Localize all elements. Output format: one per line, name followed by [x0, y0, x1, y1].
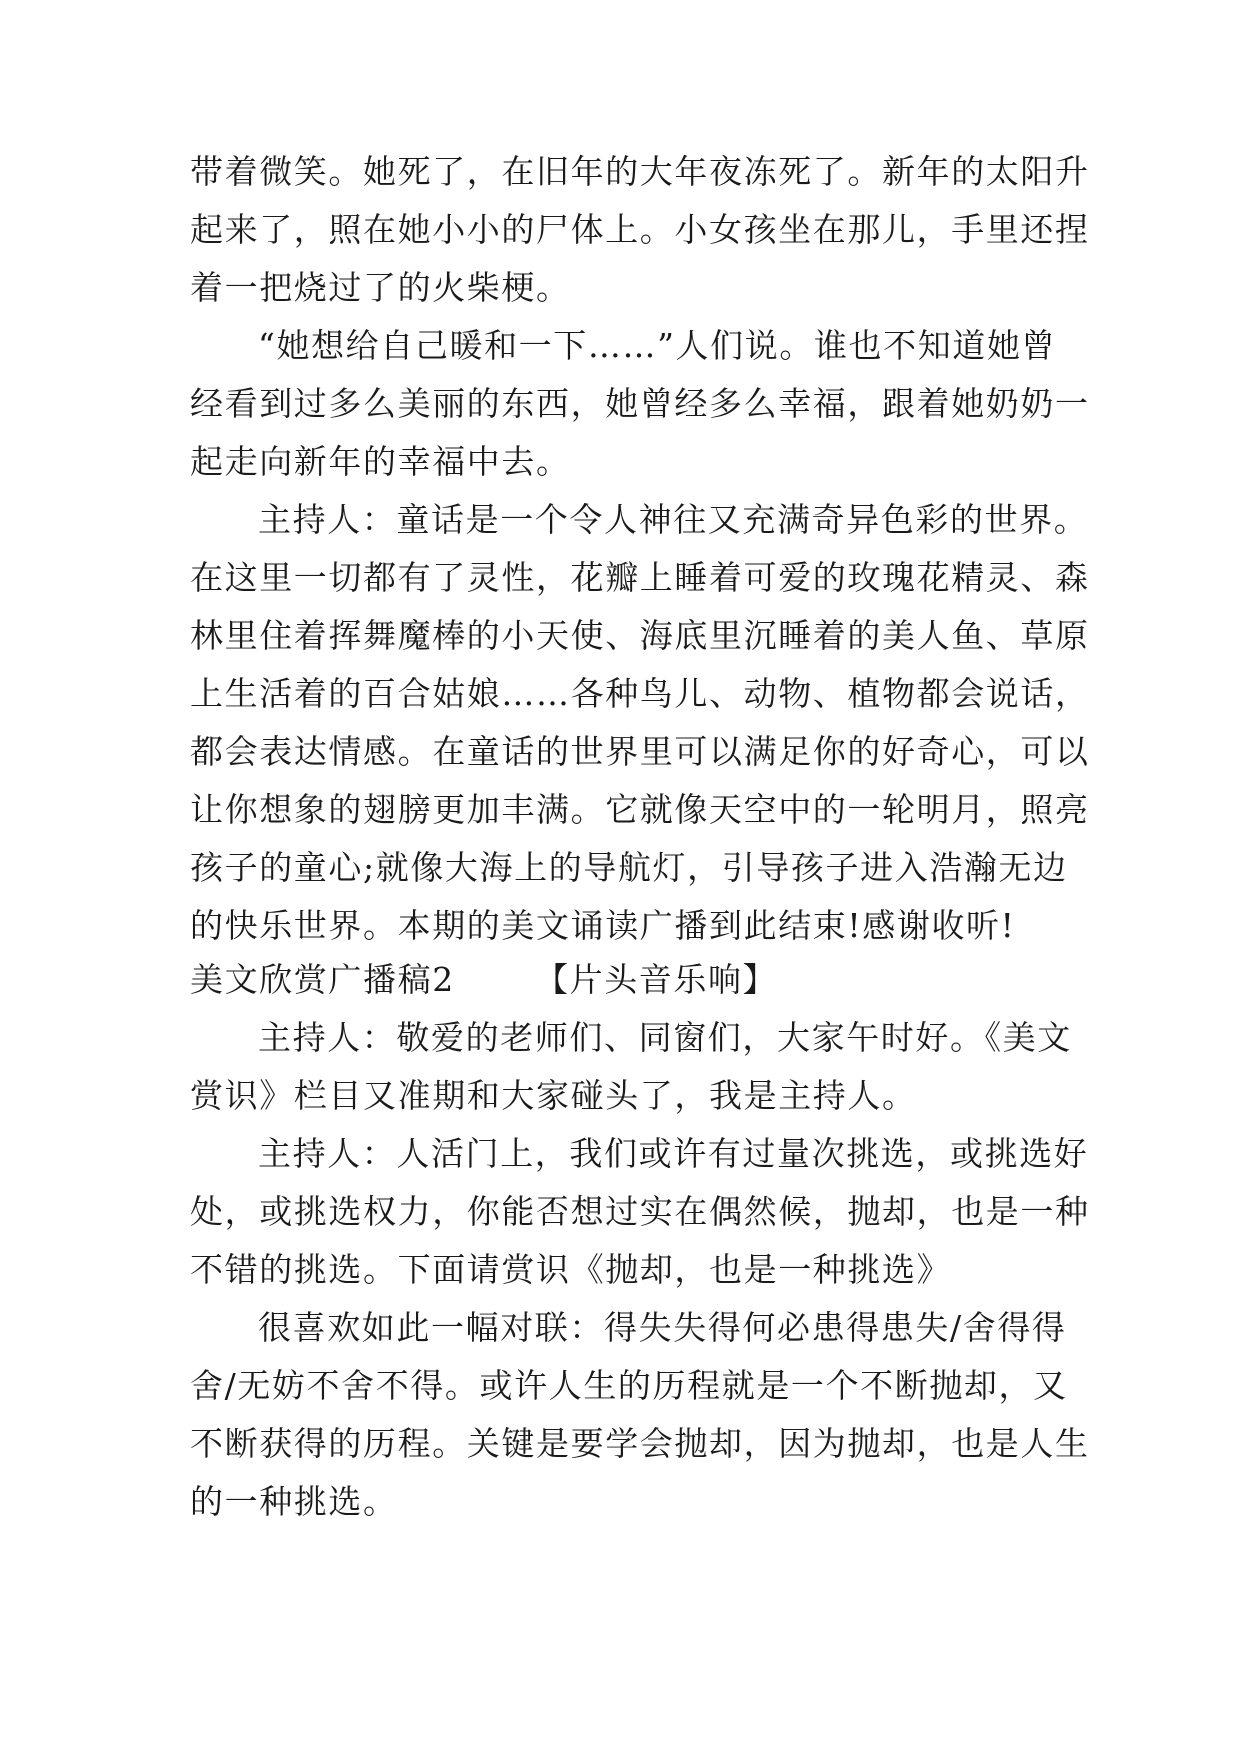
section-title: 美文欣赏广播稿2	[190, 960, 455, 999]
text-line: 不错的挑选。下面请赏识《抛却，也是一种挑选》	[190, 1250, 952, 1289]
text-line: 上生活着的百合姑娘……各种鸟儿、动物、植物都会说话，	[190, 674, 1090, 713]
text-line: 主持人：人活门上，我们或许有过量次挑选，或挑选好	[258, 1134, 1089, 1173]
music-cue: 【片头音乐响】	[535, 960, 778, 999]
text-line: “她想给自己暖和一下……”人们说。谁也不知道她曾	[258, 326, 1057, 365]
text-line: 孩子的童心;就像大海上的导航灯，引导孩子进入浩瀚无边	[190, 848, 1068, 887]
text-line: 都会表达情感。在童话的世界里可以满足你的好奇心，可以	[190, 732, 1090, 771]
text-line: 不断获得的历程。关键是要学会抛却，因为抛却，也是人生	[190, 1424, 1090, 1463]
text-line: 很喜欢如此一幅对联：得失失得何必患得患失/舍得得	[258, 1308, 1067, 1347]
text-line: 林里住着挥舞魔棒的小天使、海底里沉睡着的美人鱼、草原	[190, 616, 1090, 655]
text-line: 主持人：童话是一个令人神往又充满奇异色彩的世界。	[258, 500, 1089, 539]
text-line: 的快乐世界。本期的美文诵读广播到此结束!感谢收听!	[190, 906, 1016, 945]
text-line: 在这里一切都有了灵性，花瓣上睡着可爱的玫瑰花精灵、森	[190, 558, 1090, 597]
text-line: 让你想象的翅膀更加丰满。它就像天空中的一轮明月，照亮	[190, 790, 1090, 829]
text-line: 舍/无妨不舍不得。或许人生的历程就是一个不断抛却，又	[190, 1366, 1068, 1405]
text-line: 的一种挑选。	[190, 1482, 398, 1521]
text-line: 赏识》栏目又准期和大家碰头了，我是主持人。	[190, 1076, 917, 1115]
text-line: 起来了，照在她小小的尸体上。小女孩坐在那儿，手里还捏	[190, 210, 1090, 249]
text-line: 带着微笑。她死了，在旧年的大年夜冻死了。新年的太阳升	[190, 152, 1090, 191]
text-line: 经看到过多么美丽的东西，她曾经多么幸福，跟着她奶奶一	[190, 384, 1090, 423]
text-line: 主持人：敬爱的老师们、同窗们，大家午时好。《美文	[258, 1018, 1072, 1057]
text-line: 着一把烧过了的火柴梗。	[190, 268, 571, 307]
text-line: 处，或挑选权力，你能否想过实在偶然候，抛却，也是一种	[190, 1192, 1090, 1231]
text-line: 起走向新年的幸福中去。	[190, 442, 571, 481]
